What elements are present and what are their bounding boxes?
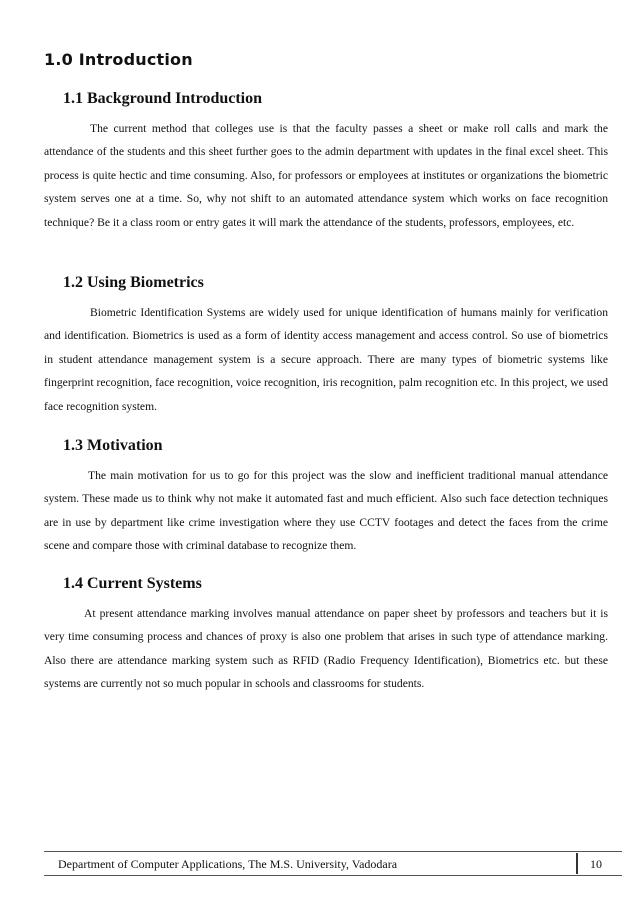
footer-top-rule <box>44 851 622 852</box>
footer-text: Department of Computer Applications, The M.S. University, Vadodara <box>58 857 398 871</box>
section-heading: 1.3 Motivation <box>63 437 163 454</box>
section-using-biometrics <box>44 273 608 418</box>
section-paragraph: Biometric Identification Systems are widely used for unique identification of humans mainly for verification and identification. Biometrics is used as a form of identity access management and access control. So use of biometrics in student attendance management system is a secure approach. There are many types of biometric systems like fingerprint recognition, face recognition, voice recognition, iris recognition, palm recognition etc. In this project, we used face recognition system. <box>44 306 608 413</box>
section-background-introduction <box>44 89 608 234</box>
section-paragraph: At present attendance marking involves manual attendance on paper sheet by professors and teachers but it is very time consuming process and chances of proxy is also one problem that arises in such type of attendance marking. Also there are attendance marking system such as RFID (Radio Frequency Identification), Biometrics etc. but these systems are currently not so much popular in schools and classrooms for students. <box>44 607 608 691</box>
section-current-systems <box>44 574 608 696</box>
chapter-title: 1.0 Introduction <box>44 50 193 69</box>
section-heading: 1.2 Using Biometrics <box>63 274 204 291</box>
footer-bottom-rule <box>44 875 622 876</box>
section-heading: 1.1 Background Introduction <box>63 90 263 107</box>
section-paragraph: The main motivation for us to go for this project was the slow and inefficient traditional manual attendance system. These made us to think why not make it automated fast and much efficient. Also such face detection techniques are in use by department like crime investigation where they use CCTV footages and detect the faces from the crime scene and compare those with criminal database to recognize them. <box>44 469 608 553</box>
section-motivation <box>44 436 608 558</box>
section-heading: 1.4 Current Systems <box>63 575 202 592</box>
footer-divider <box>576 853 578 874</box>
page-number: 10 <box>590 857 602 871</box>
section-paragraph: The current method that colleges use is that the faculty passes a sheet or make roll calls and mark the attendance of the students and this sheet further goes to the admin department with updates in the final excel sheet. This process is quite hectic and time consuming. Also, for professors or employees at institutes or organizations the biometric system serves one at a time. So, why not shift to an automated attendance system which works on face recognition technique? Be it a class room or entry gates it will mark the attendance of the students, professors, employees, etc. <box>44 122 608 229</box>
